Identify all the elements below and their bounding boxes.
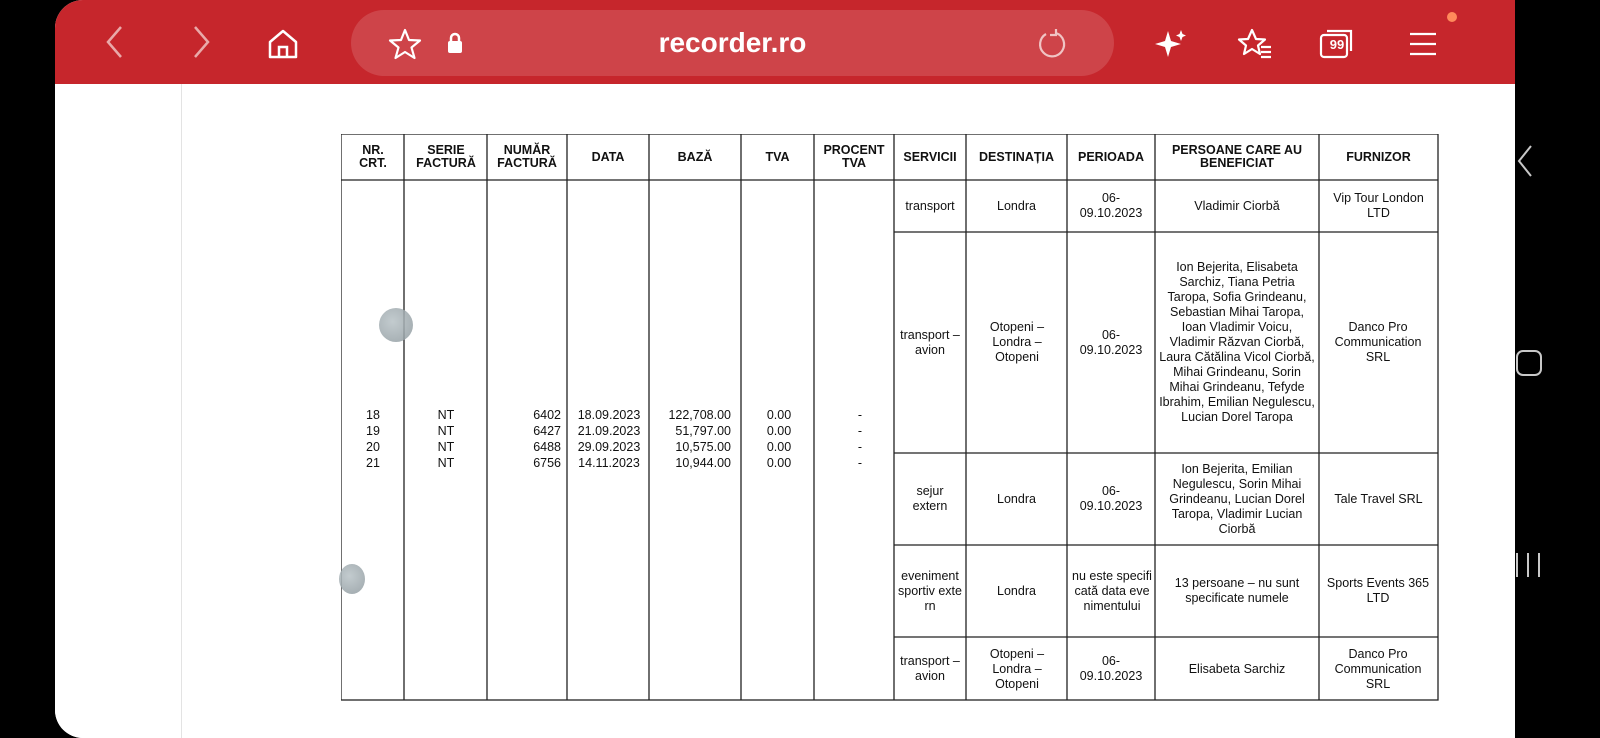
data-value: 29.09.2023	[577, 440, 641, 454]
tva-value: 0.00	[766, 456, 792, 470]
row5-perioada: 06-09.10.2023	[1079, 654, 1143, 683]
serie-column	[407, 407, 485, 471]
procent-value: -	[857, 456, 863, 470]
row1-destinatia: Londra	[997, 198, 1036, 213]
browser-toolbar	[55, 0, 1515, 84]
numar-value: 6488	[533, 440, 561, 454]
header-furnizor: FURNIZOR	[1346, 149, 1411, 164]
row2-furnizor: Danco Pro Communication SRL	[1334, 320, 1422, 364]
redaction-dot	[339, 564, 365, 594]
nr-value: 19	[366, 424, 380, 438]
row3-furnizor: Tale Travel SRL	[1334, 491, 1423, 506]
baza-value: 122,708.00	[668, 408, 731, 422]
home-button[interactable]	[263, 24, 303, 64]
row1-furnizor: Vip Tour London LTD	[1333, 191, 1424, 220]
row5-persoane: Elisabeta Sarchiz	[1188, 661, 1286, 676]
row4-furnizor: Sports Events 365 LTD	[1326, 576, 1430, 605]
procent-value: -	[857, 424, 863, 438]
notification-dot	[1447, 12, 1457, 22]
header-destinatia: DESTINAȚIA	[979, 149, 1054, 164]
row3-perioada: 06-09.10.2023	[1079, 484, 1143, 513]
system-nav-bar	[1515, 0, 1600, 738]
header-serie: SERIE FACTURĂ	[416, 143, 476, 170]
row4-perioada: nu este specificată data evenimentului	[1072, 568, 1152, 613]
tva-column	[745, 407, 813, 471]
data-column	[571, 407, 647, 471]
header-numar: NUMĂR FACTURĂ	[497, 143, 557, 170]
row1-perioada: 06-09.10.2023	[1079, 191, 1143, 220]
row4-destinatia: Londra	[997, 583, 1036, 598]
forward-icon	[189, 24, 213, 60]
nr-value: 18	[366, 408, 380, 422]
tva-value: 0.00	[766, 408, 792, 422]
header-persoane: PERSOANE CARE AU BENEFICIAT	[1171, 143, 1303, 170]
row3-destinatia: Londra	[997, 491, 1036, 506]
baza-value: 51,797.00	[675, 424, 731, 438]
procent-value: -	[857, 408, 863, 422]
header-data: DATA	[591, 149, 625, 164]
data-value: 21.09.2023	[577, 424, 641, 438]
reload-button[interactable]	[1031, 24, 1071, 64]
home-square-icon	[1515, 348, 1543, 378]
ai-assistant-button[interactable]	[1151, 24, 1191, 64]
numar-column	[501, 407, 561, 471]
procent-column	[827, 407, 893, 471]
sparkle-icon	[1154, 27, 1188, 61]
header-baza: BAZĂ	[677, 149, 713, 164]
forward-button[interactable]	[181, 22, 221, 62]
redaction-dot	[379, 308, 413, 342]
baza-value: 10,575.00	[675, 440, 731, 454]
row5-destinatia: Otopeni – Londra – Otopeni	[989, 646, 1045, 691]
back-button[interactable]	[95, 22, 135, 62]
row3-servicii: sejur extern	[912, 484, 948, 513]
row5-servicii: transport – avion	[900, 654, 960, 683]
invoice-table	[341, 134, 1439, 702]
tva-value: 0.00	[766, 424, 792, 438]
back-icon	[1515, 142, 1535, 180]
baza-value: 10,944.00	[675, 456, 731, 470]
tva-value: 0.00	[766, 440, 792, 454]
nr-value: 21	[366, 456, 380, 470]
numar-value: 6756	[533, 456, 561, 470]
nr-column	[343, 407, 403, 471]
header-nr: NR. CRT.	[359, 143, 387, 170]
browser-screen	[55, 0, 1515, 738]
row2-servicii: transport – avion	[900, 327, 960, 357]
row2-perioada: 06-09.10.2023	[1079, 327, 1143, 357]
data-value: 18.09.2023	[577, 408, 641, 422]
system-back-button[interactable]	[1515, 142, 1535, 180]
row4-servicii: eveniment sportiv extern	[898, 568, 962, 613]
system-recents-button[interactable]	[1513, 550, 1543, 580]
numar-value: 6402	[533, 408, 561, 422]
serie-value: NT	[437, 456, 455, 470]
procent-value: -	[857, 440, 863, 454]
home-icon	[266, 27, 300, 61]
star-list-icon	[1237, 27, 1273, 61]
menu-button[interactable]	[1403, 24, 1443, 64]
hamburger-icon	[1407, 29, 1439, 59]
serie-value: NT	[437, 408, 455, 422]
row2-destinatia: Otopeni – Londra – Otopeni	[989, 320, 1045, 364]
serie-value: NT	[437, 424, 455, 438]
tabs-button[interactable]	[1317, 24, 1357, 64]
header-procent: PROCENT TVA	[823, 143, 885, 170]
recents-icon	[1513, 550, 1543, 580]
row4-persoane: 13 persoane – nu sunt specificate numele	[1174, 576, 1300, 605]
row1-persoane: Vladimir Ciorbă	[1194, 198, 1280, 213]
bookmarks-button[interactable]	[1235, 24, 1275, 64]
row2-persoane: Ion Bejerita, Elisabeta Sarchiz, Tiana Petria Taropa, Sofia Grindeanu, Sebastian Mihai Taropa, Ioan Vladimir Voicu, Vladimir Răzvan Ciorbă, Laura Cătălina Vicol Ciorbă, Mihai Grindeanu, Sorin Mihai Grindeanu, Tefyde Ibrahim, Emilian Negulescu, Lucian Dorel Taropa	[1159, 260, 1315, 424]
row1-servicii: transport	[905, 198, 955, 213]
row5-furnizor: Danco Pro Communication SRL	[1334, 646, 1422, 691]
serie-value: NT	[437, 440, 455, 454]
back-icon	[103, 24, 127, 60]
reload-icon	[1034, 27, 1068, 61]
address-bar[interactable]	[351, 10, 1114, 76]
tab-count: 99	[1329, 37, 1345, 52]
nr-value: 20	[366, 440, 380, 454]
system-home-button[interactable]	[1515, 348, 1543, 378]
numar-value: 6427	[533, 424, 561, 438]
url-text[interactable]: recorder.ro	[658, 27, 807, 58]
header-tva: TVA	[765, 149, 790, 164]
header-perioada: PERIOADA	[1078, 149, 1144, 164]
baza-column	[655, 407, 731, 471]
row3-persoane: Ion Bejerita, Emilian Negulescu, Sorin Mihai Grindeanu, Lucian Dorel Taropa, Vladimir Lucian Ciorbă	[1169, 461, 1305, 536]
page-margin-rule	[181, 84, 182, 738]
data-value: 14.11.2023	[578, 456, 640, 470]
header-servicii: SERVICII	[903, 149, 957, 164]
